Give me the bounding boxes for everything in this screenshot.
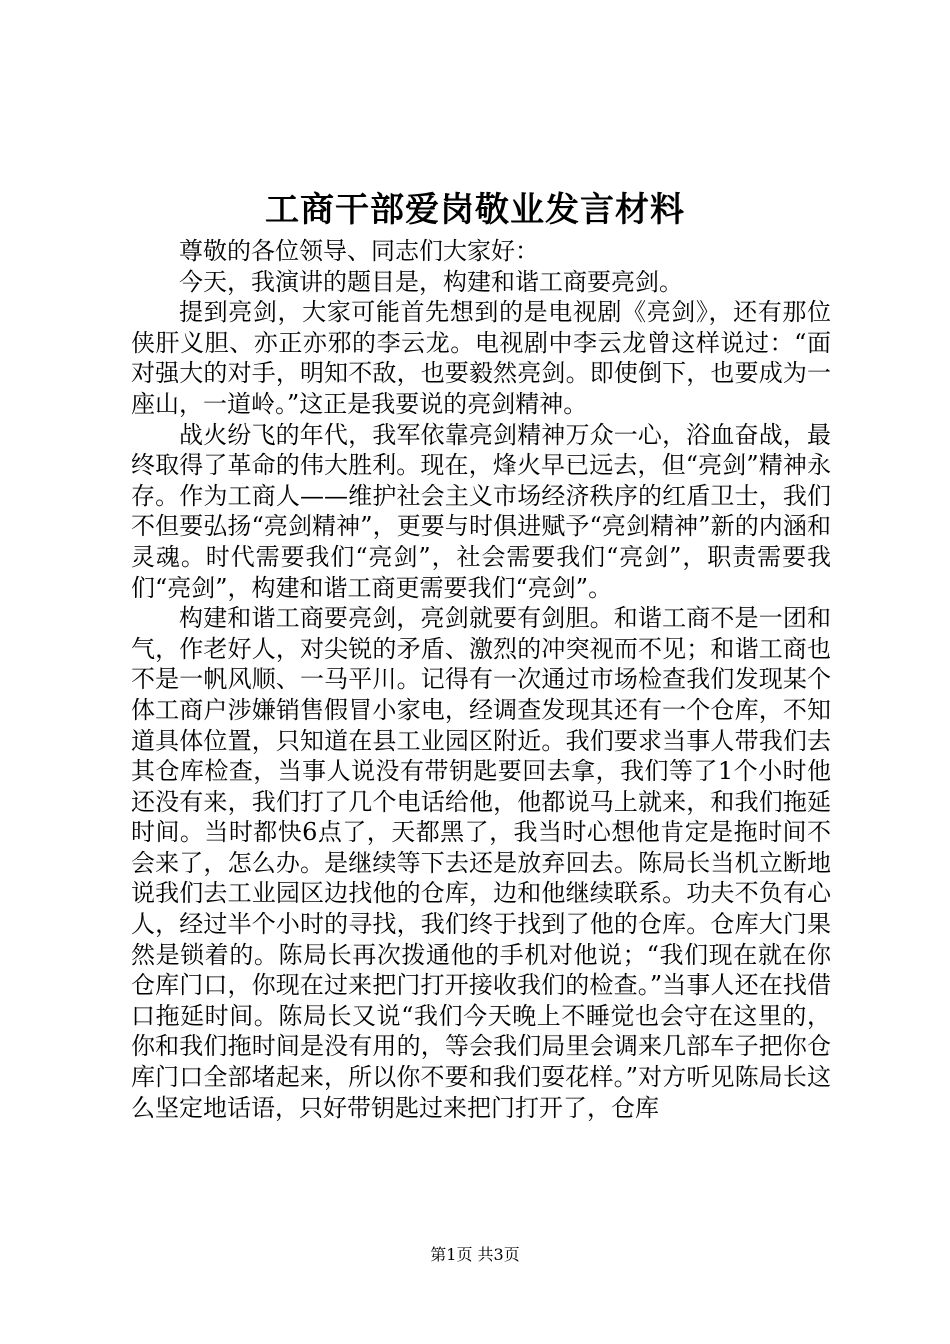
paragraph-liangjian-intro: 提到亮剑，大家可能首先想到的是电视剧《亮剑》，还有那位侠肝义胆、亦正亦邪的李云龙。电视剧中李云龙曾这样说过：“面对强大的对手，明知不敌，也要毅然亮剑。即使倒下，也要成为一座山，一道岭。”这正是我要说的亮剑精神。 [131,298,831,418]
page-number-footer: 第1页 共3页 [430,1245,520,1264]
document-title: 工商干部爱岗敬业发言材料 [265,190,685,230]
paragraph-topic: 今天，我演讲的题目是，构建和谐工商要亮剑。 [179,267,683,296]
paragraph-inspection-story: 构建和谐工商要亮剑，亮剑就要有剑胆。和谐工商不是一团和气，作老好人，对尖锐的矛盾、激烈的冲突视而不见；和谐工商也不是一帆风顺、一马平川。记得有一次通过市场检查我们发现某个体工商户涉嫌销售假冒小家电，经调查发现其还有一个仓库，不知道具体位置，只知道在县工业园区附近。我们要求当事人带我们去其仓库检查，当事人说没有带钥匙要回去拿，我们等了1个小时他还没有来，我们打了几个电话给他，他都说马上就来，和我们拖延时间。当时都快6点了，天都黑了，我当时心想他肯定是拖时间不会来了，怎么办。是继续等下去还是放弃回去。陈局长当机立断地说我们去工业园区边找他的仓库，边和他继续联系。功夫不负有心人，经过半个小时的寻找，我们终于找到了他的仓库。仓库大门果然是锁着的。陈局长再次拨通他的手机对他说；“我们现在就在你仓库门口，你现在过来把门打开接收我们的检查。”当事人还在找借口拖延时间。陈局长又说“我们今天晚上不睡觉也会守在这里的，你和我们拖时间是没有用的，等会我们局里会调来几部车子把你仓库门口全部堵起来，所以你不要和我们耍花样。”对方听见陈局长这么坚定地话语，只好带钥匙过来把门打开了，仓库 [131,604,831,1122]
paragraph-liangjian-spirit: 战火纷飞的年代，我军依靠亮剑精神万众一心，浴血奋战，最终取得了革命的伟大胜利。现在，烽火早已远去，但“亮剑”精神永存。作为工商人——维护社会主义市场经济秩序的红盾卫士，我们不但要弘扬“亮剑精神”，更要与时俱进赋予“亮剑精神”新的内涵和灵魂。时代需要我们“亮剑”，社会需要我们“亮剑”，职责需要我们“亮剑”，构建和谐工商更需要我们“亮剑”。 [131,420,831,602]
document-body [131,236,831,1123]
paragraph-greeting: 尊敬的各位领导、同志们大家好： [179,237,539,265]
